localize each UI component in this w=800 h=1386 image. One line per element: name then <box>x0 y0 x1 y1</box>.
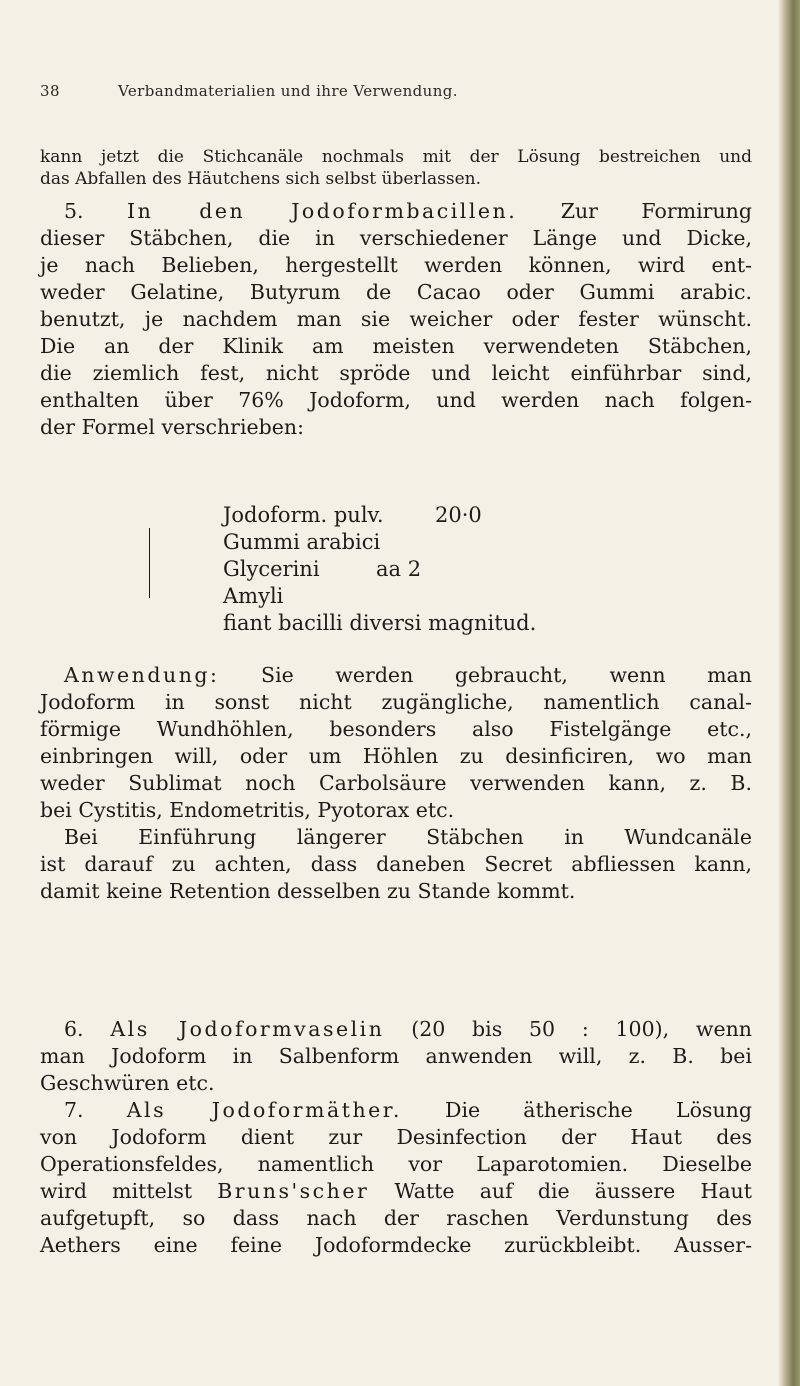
formula-ingredient: Gummi arabici <box>223 530 381 554</box>
einfuehrung-line: ist darauf zu achten, dass daneben Secret abfliessen kann, <box>40 852 752 876</box>
formula-closing: fiant bacilli diversi magnitud. <box>223 611 537 635</box>
page-number: 38 <box>40 82 60 100</box>
section-line: dieser Stäbchen, die in verschiedener Länge und Dicke, <box>40 226 752 250</box>
anwendung-line: Jodoform in sonst nicht zugängliche, namentlich canal- <box>40 690 752 714</box>
section-line: die ziemlich fest, nicht spröde und leicht einführbar sind, <box>40 361 752 385</box>
section-line: je nach Belieben, hergestellt werden können, wird ent- <box>40 253 752 277</box>
section-number: 7. <box>64 1098 84 1122</box>
section-line: Aethers eine feine Jodoformdecke zurückbleibt. Ausser- <box>40 1233 752 1257</box>
formula-ingredient: Glycerini <box>223 557 320 581</box>
intro-paragraph <box>40 146 752 190</box>
anwendung-text: Sie werden gebraucht, wenn man <box>261 663 752 687</box>
formula-ingredient: Amyli <box>223 584 284 608</box>
intro-line: das Abfallen des Häutchens sich selbst überlassen. <box>40 169 481 189</box>
section-title: Als Jodoformvaselin <box>110 1017 385 1041</box>
formula-bracket <box>141 528 150 598</box>
section-6-first-line <box>40 1016 752 1043</box>
section-line: benutzt, je nachdem man sie weicher oder fester wünscht. <box>40 307 752 331</box>
anwendung-label: Anwendung: <box>64 663 220 687</box>
intro-line: kann jetzt die Stichcanäle nochmals mit der Lösung bestreichen und <box>40 147 752 167</box>
section-number: 6. <box>64 1017 84 1041</box>
section-line: weder Gelatine, Butyrum de Cacao oder Gummi arabic. <box>40 280 752 304</box>
page-edge-shadow <box>778 0 800 1386</box>
formula-line <box>223 502 536 529</box>
section-7 <box>40 1097 752 1259</box>
anwendung-line: einbringen will, oder um Höhlen zu desinficiren, wo man <box>40 744 752 768</box>
section-text: Watte auf die äussere Haut <box>394 1179 752 1203</box>
section-line: Geschwüren etc. <box>40 1071 215 1095</box>
prescription-formula <box>223 502 536 637</box>
running-title: Verbandmaterialien und ihre Verwendung. <box>118 82 458 100</box>
anwendung-line: förmige Wundhöhlen, besonders also Fistelgänge etc., <box>40 717 752 741</box>
section-text: (20 bis 50 : 100), wenn <box>411 1017 752 1041</box>
section-line <box>40 1178 752 1205</box>
section-number: 5. <box>64 199 84 223</box>
section-5 <box>40 198 752 441</box>
anwendung-line: bei Cystitis, Endometritis, Pyotorax etc. <box>40 798 455 822</box>
einfuehrung-line: Bei Einführung längerer Stäbchen in Wundcanäle <box>64 825 752 849</box>
section-5-first-line <box>40 198 752 225</box>
section-line: aufgetupft, so dass nach der raschen Verdunstung des <box>40 1206 752 1230</box>
formula-quantity: 20·0 <box>435 503 482 527</box>
person-name: Bruns'scher <box>217 1179 370 1203</box>
section-line: der Formel verschrieben: <box>40 415 305 439</box>
bracket-quantity: aa 2 <box>376 557 422 581</box>
formula-ingredient: Jodoform. pulv. <box>223 503 384 527</box>
section-text: Zur Formirung <box>560 199 752 223</box>
section-title: In den Jodoformbacillen. <box>127 199 518 223</box>
section-line: Die an der Klinik am meisten verwendeten Stäbchen, <box>40 334 752 358</box>
section-7-first-line <box>40 1097 752 1124</box>
anwendung-first-line <box>40 662 752 689</box>
anwendung-paragraph <box>40 662 752 905</box>
section-text: wird mittelst <box>40 1179 193 1203</box>
section-line: enthalten über 76% Jodoform, und werden nach folgen- <box>40 388 752 412</box>
section-line: von Jodoform dient zur Desinfection der Haut des <box>40 1125 752 1149</box>
section-text: Die ätherische Lösung <box>445 1098 752 1122</box>
section-line: man Jodoform in Salbenform anwenden will, z. B. bei <box>40 1044 752 1068</box>
section-title: Als Jodoformäther. <box>126 1098 402 1122</box>
section-line: Operationsfeldes, namentlich vor Laparotomien. Dieselbe <box>40 1152 752 1176</box>
anwendung-line: weder Sublimat noch Carbolsäure verwenden kann, z. B. <box>40 771 752 795</box>
section-6 <box>40 1016 752 1097</box>
einfuehrung-line: damit keine Retention desselben zu Stande kommt. <box>40 879 576 903</box>
